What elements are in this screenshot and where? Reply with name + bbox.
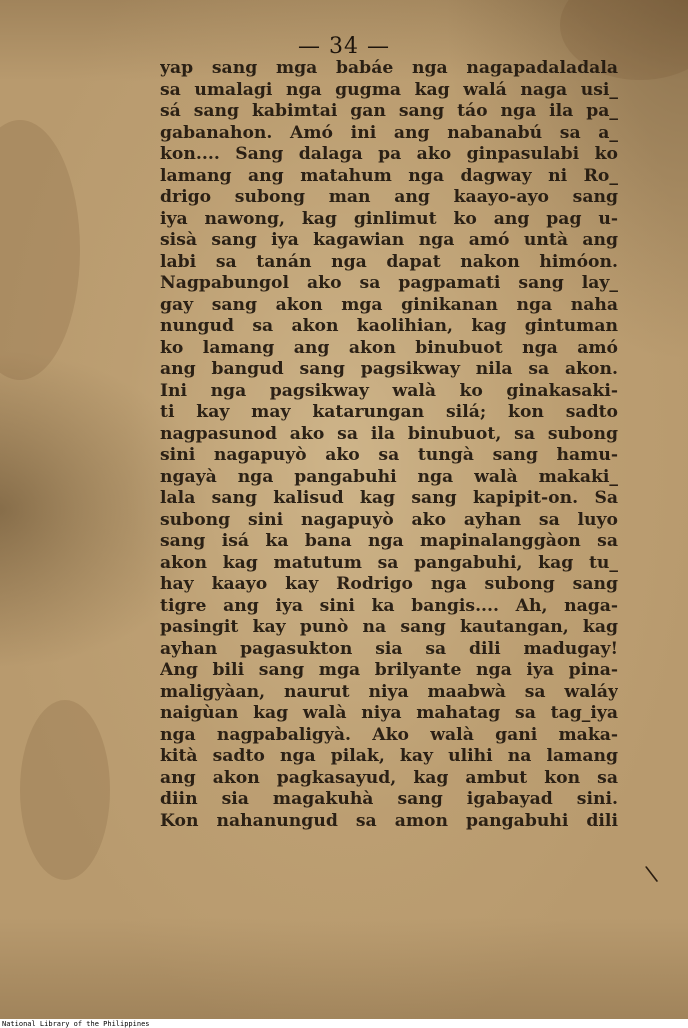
text-line: kità sadto nga pilak, kay ulihi na lamang [160, 746, 618, 766]
text-line: ko lamang ang akon binubuot nga amó [160, 337, 618, 358]
body-text [160, 58, 618, 832]
text-line: lala sang kalisud kag sang kapipit-on. Sa [160, 488, 618, 508]
text-line: gabanahon. Amó ini ang nabanabú sa a_ [160, 122, 618, 143]
text-line: subong sini nagapuyò ako ayhan sa luyo [160, 509, 618, 530]
page-number: — 34 — [298, 34, 390, 59]
text-line: Ang bili sang mga brilyante nga iya pina- [160, 660, 618, 680]
text-line: tigre ang iya sini ka bangis.... Ah, naga- [160, 595, 618, 616]
text-line: drigo subong man ang kaayo-ayo sang [160, 187, 618, 207]
text-line: iya nawong, kag ginlimut ko ang pag u- [160, 208, 618, 229]
text-line: naigùan kag walà niya mahatag sa tag_iya [160, 703, 618, 723]
paper-stain [20, 700, 110, 880]
text-line: sisà sang iya kagawian nga amó untà ang [160, 230, 618, 250]
text-line: hay kaayo kay Rodrigo nga subong sang [160, 574, 618, 594]
text-line: ang akon pagkasayud, kag ambut kon sa [160, 767, 618, 788]
text-line: diin sia magakuhà sang igabayad sini. [160, 789, 618, 809]
text-line: sá sang kabimtai gan sang táo nga ila pa_ [160, 101, 618, 121]
margin-mark: \ [643, 861, 660, 888]
text-line: nga nagpabaligyà. Ako walà gani maka- [160, 724, 618, 745]
text-line: sa umalagi nga gugma kag walá naga usi_ [160, 79, 618, 100]
text-line: akon kag matutum sa pangabuhi, kag tu_ [160, 552, 618, 573]
library-credit: National Library of the Philippines [2, 1020, 150, 1028]
text-line: Kon nahanungud sa amon pangabuhi dili [160, 810, 618, 831]
text-line: labi sa tanán nga dapat nakon himóon. [160, 251, 618, 272]
text-line: Ini nga pagsikway walà ko ginakasaki- [160, 380, 618, 401]
text-line: ti kay may katarungan silá; kon sadto [160, 402, 618, 422]
text-line: nagpasunod ako sa ila binubuot, sa subong [160, 423, 618, 444]
text-line: maligyàan, naurut niya maabwà sa waláy [160, 681, 618, 702]
text-line: Nagpabungol ako sa pagpamati sang lay_ [160, 273, 618, 293]
text-line: yap sang mga babáe nga nagapadaladala [160, 58, 618, 78]
text-line: ngayà nga pangabuhi nga walà makaki_ [160, 466, 618, 487]
text-line: ang bangud sang pagsikway nila sa akon. [160, 359, 618, 379]
text-line: nungud sa akon kaolihian, kag gintuman [160, 316, 618, 336]
text-line: pasingit kay punò na sang kautangan, kag [160, 617, 618, 637]
text-line: ayhan pagasukton sia sa dili madugay! [160, 638, 618, 659]
paper-stain [0, 120, 80, 380]
text-line: gay sang akon mga ginikanan nga naha [160, 294, 618, 315]
text-line: sang isá ka bana nga mapinalanggàon sa [160, 531, 618, 551]
text-line: kon.... Sang dalaga pa ako ginpasulabi ko [160, 144, 618, 164]
text-line: sini nagapuyò ako sa tungà sang hamu- [160, 445, 618, 465]
text-line: lamang ang matahum nga dagway ni Ro_ [160, 165, 618, 186]
